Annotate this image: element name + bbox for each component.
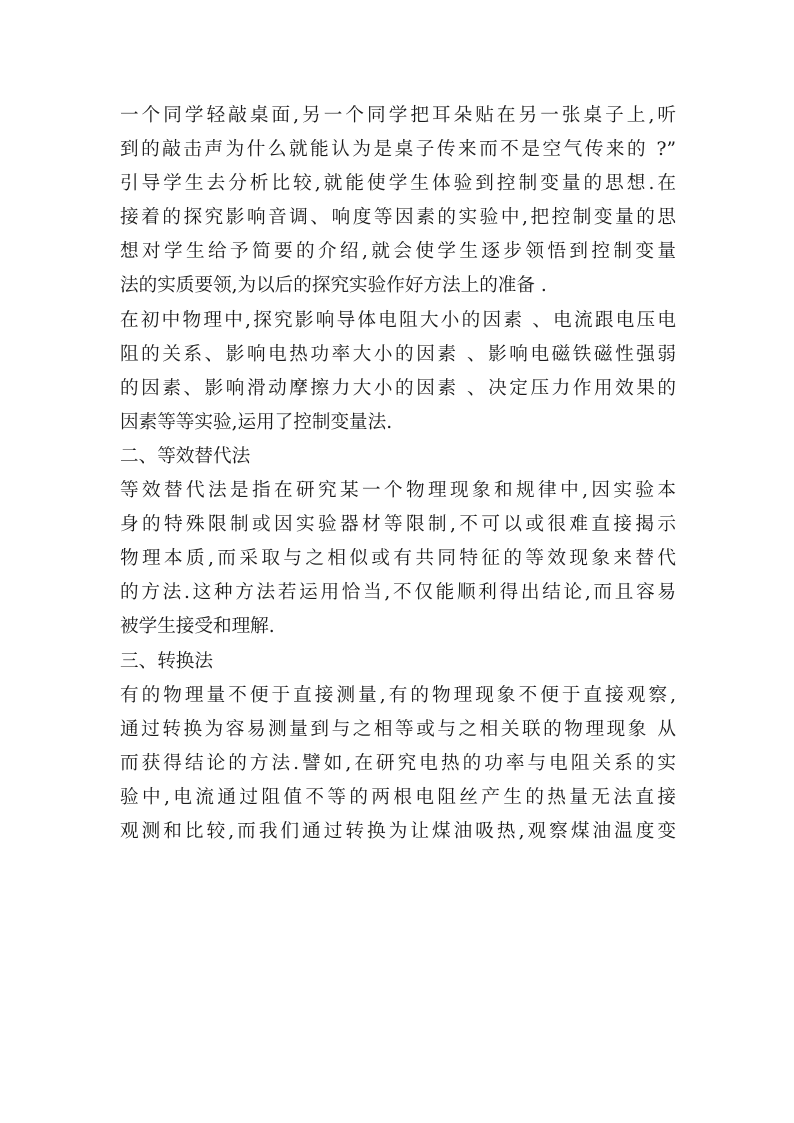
- text-line: 想对学生给予简要的介绍,就会使学生逐步领悟到控制变量: [120, 241, 676, 263]
- text-line: 被学生接受和理解.: [120, 616, 275, 638]
- text-line: 而获得结论的方法.譬如,在研究电热的功率与电阻关系的实: [120, 752, 676, 774]
- text-line: 通过转换为容易测量到与之相等或与之相关联的物理现象 从: [120, 718, 676, 740]
- text-line: 验中,电流通过阻值不等的两根电阻丝产生的热量无法直接: [120, 786, 676, 808]
- document-body: [120, 99, 676, 849]
- text-line: 等效替代法是指在研究某一个物理现象和规律中,因实验本: [120, 480, 676, 502]
- text-line: 因素等等实验,运用了控制变量法.: [120, 411, 393, 433]
- text-line: 有的物理量不便于直接测量,有的物理现象不便于直接观察,: [120, 684, 676, 706]
- text-line: 物理本质,而采取与之相似或有共同特征的等效现象来替代: [120, 548, 676, 570]
- text-line: 在初中物理中,探究影响导体电阻大小的因素 、电流跟电压电: [120, 309, 676, 331]
- text-line: 到的敲击声为什么就能认为是桌子传来而不是空气传来的 ?”: [120, 139, 676, 161]
- text-line: 二、等效替代法: [120, 445, 251, 467]
- text-line: 身的特殊限制或因实验器材等限制,不可以或很难直接揭示: [120, 514, 676, 536]
- text-line: 阻的关系、影响电热功率大小的因素 、影响电磁铁磁性强弱: [120, 343, 676, 365]
- text-line: 一个同学轻敲桌面,另一个同学把耳朵贴在另一张桌子上,听: [120, 105, 676, 126]
- text-line: 的因素、影响滑动摩擦力大小的因素 、决定压力作用效果的: [120, 377, 676, 399]
- text-line: 的方法.这种方法若运用恰当,不仅能顺利得出结论,而且容易: [120, 582, 676, 604]
- text-line: 法的实质要领,为以后的探究实验作好方法上的准备 .: [120, 275, 547, 297]
- text-line: 三、转换法: [120, 650, 213, 672]
- text-line: 观测和比较,而我们通过转换为让煤油吸热,观察煤油温度变: [120, 820, 676, 842]
- text-line: 引导学生去分析比较,就能使学生体验到控制变量的思想.在: [120, 173, 676, 195]
- text-line: 接着的探究影响音调、响度等因素的实验中,把控制变量的思: [120, 207, 676, 229]
